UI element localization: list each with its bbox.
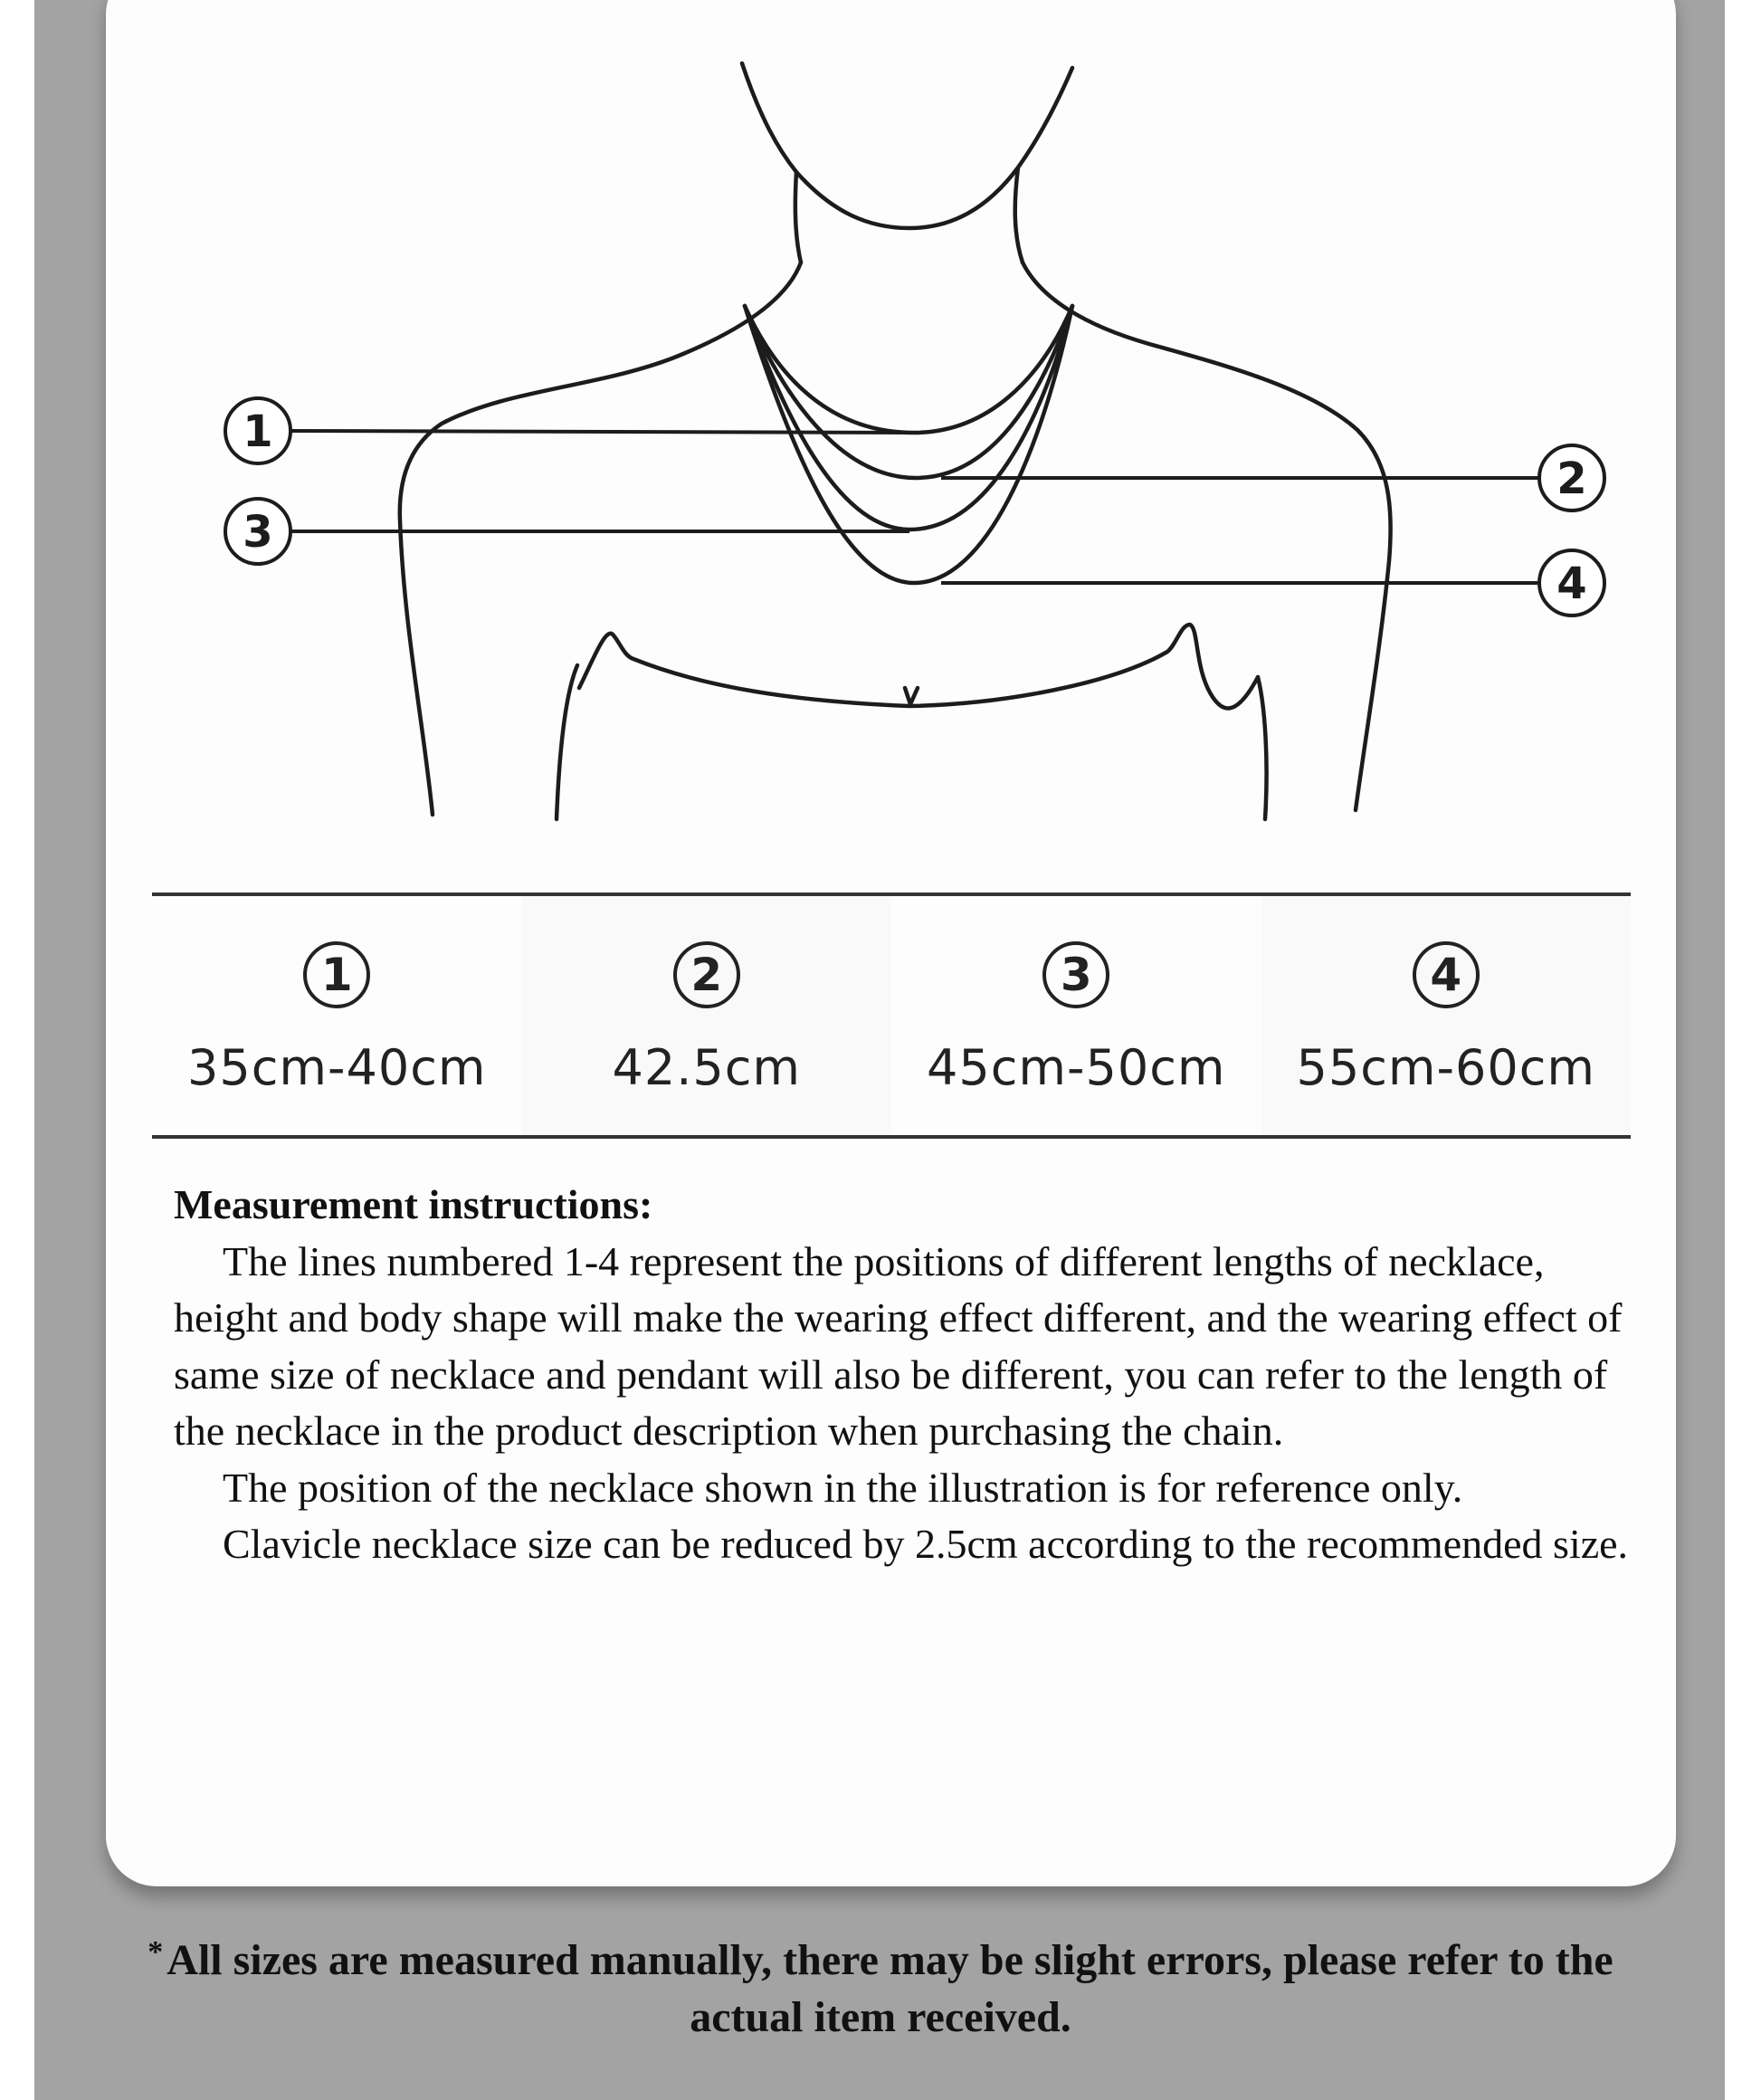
size-number-4: 4 [1413,941,1480,1008]
left-armpit [557,665,577,819]
size-column-1 [152,896,522,1135]
marker-3-label: 3 [243,507,273,558]
size-value-2: 42.5cm [612,1039,802,1096]
right-armpit [1258,677,1267,819]
size-value-1: 35cm-40cm [187,1039,487,1096]
instructions-paragraph-2: The position of the necklace shown in the illustration is for reference only. [223,1464,1463,1511]
right-shoulder [1023,262,1391,810]
necklace-2 [745,306,1072,478]
footer-note [90,1923,1671,2046]
marker-1-label: 1 [243,406,273,457]
instructions-paragraph-1: The lines numbered 1-4 represent the positions of different lengths of necklace, height and body shape will make the wearing effect different, and the wearing effect of same size of necklace and pendant will also be different, you can refer to the length of the necklace in the product description when purchasing the chain. [174,1237,1623,1454]
size-table [152,892,1631,1139]
instructions-paragraph-3: Clavicle necklace size can be reduced by 2.5cm according to the recommended size. [223,1521,1629,1567]
neck-right [1015,167,1023,262]
footer-asterisk: * [148,1935,164,1969]
leader-line-1 [290,431,914,433]
chin-outline [742,63,1072,228]
size-column-2 [522,896,892,1135]
necklace-length-diagram [0,0,1761,869]
footer-text: All sizes are measured manually, there may be slight errors, please refer to the actual item received. [167,1936,1613,2041]
marker-4-label: 4 [1556,558,1587,609]
size-number-2: 2 [673,941,740,1008]
neck-left [795,172,801,262]
size-number-3: 3 [1042,941,1109,1008]
sternum-mark [905,688,918,704]
instructions-heading: Measurement instructions: [174,1181,653,1227]
necklace-4 [745,306,1072,583]
measurement-instructions [174,1177,1640,1573]
size-value-4: 55cm-60cm [1296,1039,1595,1096]
bust-line [579,625,1258,708]
necklace-3 [745,306,1072,530]
size-column-3 [891,896,1261,1135]
size-number-1: 1 [303,941,370,1008]
necklace-1 [745,306,1072,433]
marker-2-label: 2 [1556,453,1587,504]
size-value-3: 45cm-50cm [927,1039,1226,1096]
left-shoulder [400,262,801,815]
size-column-4 [1261,896,1632,1135]
